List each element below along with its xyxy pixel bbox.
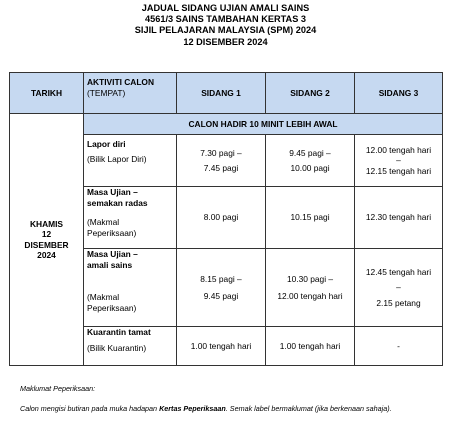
- activity-name-line-1: Masa Ujian –: [87, 187, 138, 197]
- header-row: [10, 73, 443, 114]
- activity-cell: [84, 327, 177, 366]
- date-day: KHAMIS: [29, 218, 64, 229]
- activity-name: Kuarantin tamat: [87, 327, 151, 337]
- time-start: 9.45 pagi –: [289, 147, 331, 158]
- title-line-4: 12 DISEMBER 2024: [183, 36, 268, 47]
- activity-place-line-1: (Makmal: [87, 217, 120, 227]
- session-3-cell: 12.30 tengah hari: [355, 187, 443, 249]
- schedule-table: [9, 72, 443, 366]
- activity-place-line-2: Peperiksaan): [87, 302, 137, 313]
- session-1-cell: 8.00 pagi: [177, 187, 266, 249]
- note-text-emphasis: Kertas Peperiksaan: [159, 404, 226, 413]
- session-2-cell: 10.15 pagi: [266, 187, 355, 249]
- session-2-cell: [266, 249, 355, 327]
- time-start: 12.00 tengah hari: [365, 144, 432, 155]
- header-sidang-3: SIDANG 3: [355, 73, 443, 114]
- time-end: 7.45 pagi: [203, 163, 239, 173]
- activity-cell: [84, 187, 177, 249]
- title-line-2: 4561/3 SAINS TAMBAHAN KERTAS 3: [145, 14, 306, 25]
- note-text-start: Calon mengisi butiran pada muka hadapan: [20, 404, 160, 413]
- note-heading: Maklumat Peperiksaan:: [20, 384, 96, 393]
- time-dash: –: [396, 282, 401, 293]
- notice-banner: CALON HADIR 10 MINIT LEBIH AWAL: [84, 114, 443, 135]
- date-year: 2024: [37, 250, 56, 260]
- document-title: [0, 3, 451, 48]
- activity-cell: [84, 135, 177, 187]
- header-aktiviti: [84, 73, 177, 114]
- header-aktiviti-label: AKTIVITI CALON: [87, 77, 154, 87]
- date-number: 12: [41, 229, 52, 239]
- title-line-3: SIJIL PELAJARAN MALAYSIA (SPM) 2024: [134, 25, 317, 36]
- title-line-1: JADUAL SIDANG UJIAN AMALI SAINS: [141, 3, 310, 13]
- header-tarikh: TARIKH: [10, 73, 84, 114]
- activity-place: (Bilik Kuarantin): [87, 342, 147, 353]
- time-end: 10.00 pagi: [290, 163, 330, 173]
- date-month: DISEMBER: [24, 239, 69, 250]
- notice-row: [10, 114, 443, 135]
- activity-name-line-2: semakan radas: [87, 197, 148, 208]
- time-start: 10.30 pagi –: [286, 274, 334, 284]
- session-1-cell: [177, 249, 266, 327]
- activity-name-line-2: amali sains: [87, 259, 133, 270]
- activity-name-line-1: Masa Ujian –: [87, 249, 138, 259]
- session-1-cell: [177, 135, 266, 187]
- header-tempat-label: (TEMPAT): [87, 87, 126, 98]
- header-sidang-2: SIDANG 2: [266, 73, 355, 114]
- session-3-cell: [355, 249, 443, 327]
- note-text: [20, 404, 430, 413]
- session-3-cell: [355, 135, 443, 187]
- time-end: 12.15 tengah hari: [365, 165, 432, 176]
- time-end: 2.15 petang: [376, 297, 421, 308]
- note-text-end: . Semak label bermaklumat (jika berkenaan sahaja).: [225, 404, 392, 413]
- activity-place-line-1: (Makmal: [87, 292, 120, 302]
- time-end: 12.00 tengah hari: [277, 290, 343, 301]
- header-sidang-1: SIDANG 1: [177, 73, 266, 114]
- time-end: 9.45 pagi: [203, 290, 239, 301]
- time-start: 8.15 pagi –: [200, 274, 242, 284]
- activity-cell: [84, 249, 177, 327]
- time-dash: –: [396, 155, 401, 166]
- session-2-cell: 1.00 tengah hari: [266, 327, 355, 366]
- time-start: 12.45 tengah hari: [365, 266, 432, 277]
- session-1-cell: 1.00 tengah hari: [177, 327, 266, 366]
- activity-place-line-2: Peperiksaan): [87, 227, 137, 238]
- session-2-cell: [266, 135, 355, 187]
- session-3-cell: -: [355, 327, 443, 366]
- activity-name: Lapor diri: [87, 139, 126, 149]
- date-cell: [10, 114, 84, 366]
- activity-place: (Bilik Lapor Diri): [87, 153, 147, 164]
- time-start: 7.30 pagi –: [200, 147, 242, 158]
